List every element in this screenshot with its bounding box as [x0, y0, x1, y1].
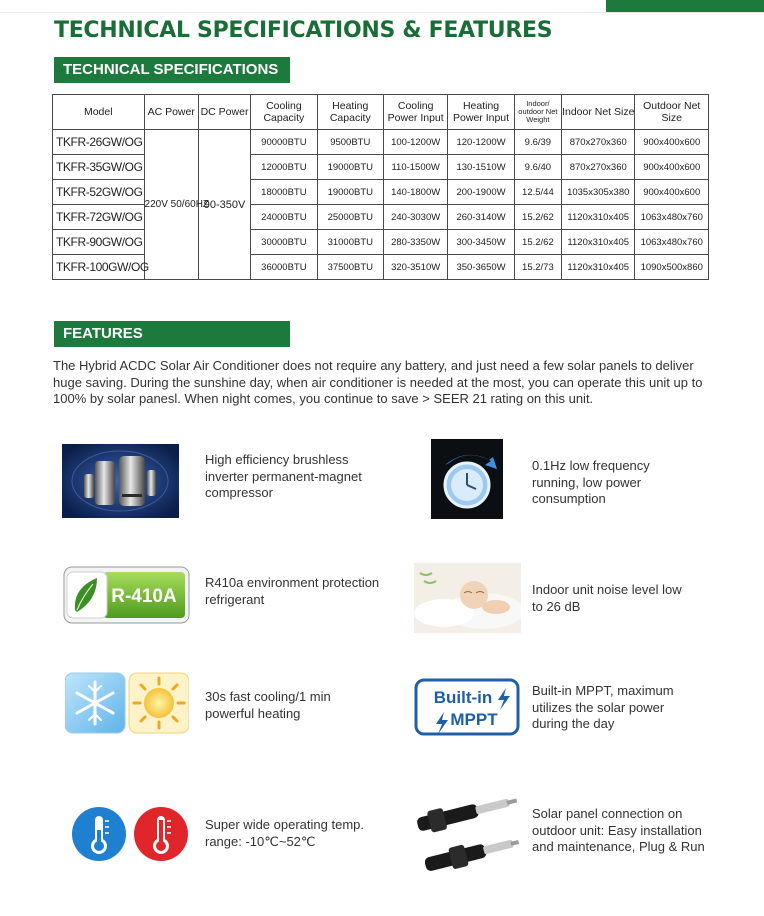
- cell-model: TKFR-26GW/OG: [53, 130, 145, 155]
- cell-cooling: 30000BTU: [251, 230, 317, 255]
- cell-cool-input: 320-3510W: [383, 255, 447, 280]
- features-section-header: FEATURES: [54, 321, 290, 347]
- mppt-badge-line1: Built-in: [433, 688, 493, 707]
- header-ac-power: AC Power: [144, 95, 198, 130]
- table-row: [53, 130, 709, 155]
- spec-section-header: TECHNICAL SPECIFICATIONS: [54, 57, 290, 83]
- mppt-badge-line2: MPPT: [450, 710, 498, 729]
- cell-outdoor: 900x400x600: [635, 130, 709, 155]
- header-outdoor-size: Outdoor Net Size: [635, 95, 709, 130]
- cell-cooling: 12000BTU: [251, 155, 317, 180]
- cell-model: TKFR-35GW/OG: [53, 155, 145, 180]
- cell-heating: 25000BTU: [317, 205, 383, 230]
- cell-weight: 9.6/39: [514, 130, 561, 155]
- header-cooling-capacity: Cooling Capacity: [251, 95, 317, 130]
- cell-indoor: 870x270x360: [562, 130, 635, 155]
- header-net-weight: Indoor/ outdoor Net Weight: [514, 95, 561, 130]
- frequency-clock-icon: [431, 439, 503, 519]
- feature-text-frequency: 0.1Hz low frequency running, low power consumption: [532, 458, 650, 506]
- cell-model: TKFR-52GW/OG: [53, 180, 145, 205]
- feature-text-connector: Solar panel connection on outdoor unit: Easy installation and maintenance, Plug & Run: [532, 806, 705, 854]
- snowflake-sun-icon: [65, 672, 189, 734]
- cell-indoor: 1120x310x405: [562, 230, 635, 255]
- header-model: Model: [53, 95, 145, 130]
- cell-outdoor: 1063x480x760: [635, 230, 709, 255]
- thermometer-icon: [71, 806, 189, 863]
- cell-indoor: 870x270x360: [562, 155, 635, 180]
- cell-heat-input: 130-1510W: [448, 155, 514, 180]
- cell-weight: 15.2/62: [514, 205, 561, 230]
- cell-heating: 37500BTU: [317, 255, 383, 280]
- feature-text-compressor: High efficiency brushless inverter permanent-magnet compressor: [205, 452, 362, 500]
- header-heating-capacity: Heating Capacity: [317, 95, 383, 130]
- cell-weight: 9.6/40: [514, 155, 561, 180]
- cell-heat-input: 350-3650W: [448, 255, 514, 280]
- r410a-badge-text: R-410A: [111, 586, 177, 607]
- feature-text-fast-cooling: 30s fast cooling/1 min powerful heating: [205, 689, 331, 721]
- cell-cool-input: 240-3030W: [383, 205, 447, 230]
- header-heating-power: Heating Power Input: [448, 95, 514, 130]
- sleeping-baby-icon: [414, 563, 521, 633]
- cell-cooling: 36000BTU: [251, 255, 317, 280]
- cell-weight: 12.5/44: [514, 180, 561, 205]
- header-dc-power: DC Power: [198, 95, 250, 130]
- spec-table: [52, 94, 709, 280]
- feature-text-noise: Indoor unit noise level low to 26 dB: [532, 582, 682, 614]
- cell-ac-power: 220V 50/60HZ: [144, 130, 198, 280]
- cell-cooling: 90000BTU: [251, 130, 317, 155]
- cell-heating: 9500BTU: [317, 130, 383, 155]
- compressor-icon: [62, 444, 179, 518]
- cell-cooling: 24000BTU: [251, 205, 317, 230]
- cell-heat-input: 260-3140W: [448, 205, 514, 230]
- cell-model: TKFR-90GW/OG: [53, 230, 145, 255]
- cell-indoor: 1120x310x405: [562, 205, 635, 230]
- cell-heating: 19000BTU: [317, 180, 383, 205]
- table-header-row: [53, 95, 709, 130]
- description-paragraph: The Hybrid ACDC Solar Air Conditioner does not require any battery, and just need a few solar panels to deliver huge saving. During the sunshine day, when air conditioner is needed at the most, you can operate this unit up to 100% by solar panesl. When night comes, you continue to save > SEER 21 rating on this unit.: [53, 358, 703, 406]
- top-accent-bar: [606, 0, 764, 12]
- cell-indoor: 1035x305x380: [562, 180, 635, 205]
- cell-outdoor: 1063x480x760: [635, 205, 709, 230]
- feature-text-r410a: R410a environment protection refrigerant: [205, 575, 380, 607]
- cell-cool-input: 110-1500W: [383, 155, 447, 180]
- cell-cooling: 18000BTU: [251, 180, 317, 205]
- cell-outdoor: 1090x500x860: [635, 255, 709, 280]
- cell-heat-input: 200-1900W: [448, 180, 514, 205]
- cell-outdoor: 900x400x600: [635, 155, 709, 180]
- cell-heat-input: 300-3450W: [448, 230, 514, 255]
- top-divider: [0, 12, 764, 13]
- cell-cool-input: 100-1200W: [383, 130, 447, 155]
- cell-dc-power: 90-350V: [198, 130, 250, 280]
- solar-connector-icon: [410, 790, 522, 878]
- r410a-icon: [63, 566, 190, 624]
- cell-heating: 31000BTU: [317, 230, 383, 255]
- cell-cool-input: 140-1800W: [383, 180, 447, 205]
- mppt-icon: [414, 678, 520, 736]
- cell-indoor: 1120x310x405: [562, 255, 635, 280]
- cell-heat-input: 120-1200W: [448, 130, 514, 155]
- cell-weight: 15.2/73: [514, 255, 561, 280]
- cell-model: TKFR-72GW/OG: [53, 205, 145, 230]
- cell-outdoor: 900x400x600: [635, 180, 709, 205]
- cell-weight: 15.2/62: [514, 230, 561, 255]
- feature-text-mppt: Built-in MPPT, maximum utilizes the solar power during the day: [532, 683, 674, 731]
- page-title: TECHNICAL SPECIFICATIONS & FEATURES: [54, 18, 553, 43]
- cell-model: TKFR-100GW/OG: [53, 255, 145, 280]
- feature-text-temp-range: Super wide operating temp. range: -10℃~52℃: [205, 817, 364, 849]
- cell-heating: 19000BTU: [317, 155, 383, 180]
- header-indoor-size: Indoor Net Size: [562, 95, 635, 130]
- header-cooling-power: Cooling Power Input: [383, 95, 447, 130]
- cell-cool-input: 280-3350W: [383, 230, 447, 255]
